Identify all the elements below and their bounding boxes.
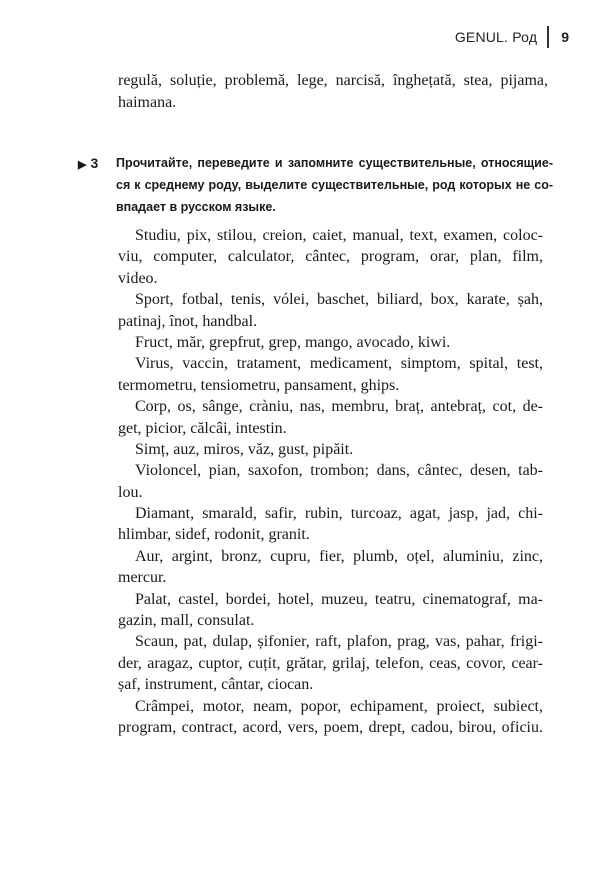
intro-line: haimana. [118, 94, 177, 111]
exercise-block [78, 152, 553, 218]
word-list [118, 225, 543, 738]
word-line: șaf, instrument, cântar, ciocan. [118, 676, 314, 694]
intro-paragraph [118, 70, 548, 114]
word-line: der, aragaz, cuptor, cuțit, grătar, grilaj, telefon, ceas, covor, cear- [118, 654, 543, 672]
word-line: Simț, auz, miros, văz, gust, pipăit. [135, 440, 354, 458]
word-line: Palat, castel, bordei, hotel, muzeu, teatru, cinematograf, ma- [135, 590, 543, 608]
word-line: Fruct, măr, grepfrut, grep, mango, avocado, kiwi. [135, 333, 451, 351]
word-line: viu, computer, calculator, cântec, program, orar, plan, film, [118, 248, 543, 266]
exercise-number: 3 [90, 155, 99, 171]
word-line: Crâmpei, motor, neam, popor, echipament, proiect, subiect, [135, 697, 543, 715]
word-line: Diamant, smarald, safir, rubin, turcoaz, agat, jasp, jad, chi- [135, 505, 543, 523]
word-line: gazin, mall, consulat. [118, 612, 255, 630]
word-line: hlimbar, sidef, rodonit, granit. [118, 526, 310, 544]
word-line: mercur. [118, 569, 167, 587]
word-line: lou. [118, 483, 143, 501]
word-line: patinaj, înot, handbal. [118, 312, 258, 330]
word-line: get, picior, călcâi, intestin. [118, 419, 287, 437]
word-line: termometru, tensiometru, pansament, ghips. [118, 376, 400, 394]
word-line: Violoncel, pian, saxofon, trombon; dans, cântec, desen, tab- [135, 462, 543, 480]
word-line: Studiu, pix, stilou, creion, caiet, manual, text, examen, coloc- [135, 227, 543, 244]
exercise-marker [78, 152, 98, 176]
section-title: GENUL. Род [454, 29, 538, 45]
running-header [455, 26, 569, 48]
word-line: program, contract, acord, vers, poem, drept, cadou, birou, oficiu. [118, 718, 543, 736]
word-line: Aur, argint, bronz, cupru, fier, plumb, oțel, aluminiu, zinc, [135, 547, 543, 565]
intro-line: regulă, soluție, problemă, lege, narcisă, înghețată, stea, pijama, [118, 72, 548, 89]
play-triangle-icon: ▶ [78, 159, 87, 171]
page-number: 9 [561, 29, 569, 45]
word-line: Virus, vaccin, tratament, medicament, simptom, spital, test, [135, 355, 543, 373]
word-line: Sport, fotbal, tenis, vólei, baschet, biliard, box, karate, șah, [135, 291, 543, 309]
header-divider [547, 26, 549, 48]
exercise-instruction: Прочитайте, переведите и запомните существительные, относящиеся к среднему роду, выделите существительные, род которых не совпадает в русском языке. [116, 156, 553, 214]
word-line: Corp, os, sânge, cràniu, nas, membru, braț, antebraț, cot, de- [135, 398, 543, 416]
word-line: Scaun, pat, dulap, șifonier, raft, plafon, prag, vas, pahar, frigi- [135, 633, 543, 651]
word-line: video. [118, 269, 158, 287]
